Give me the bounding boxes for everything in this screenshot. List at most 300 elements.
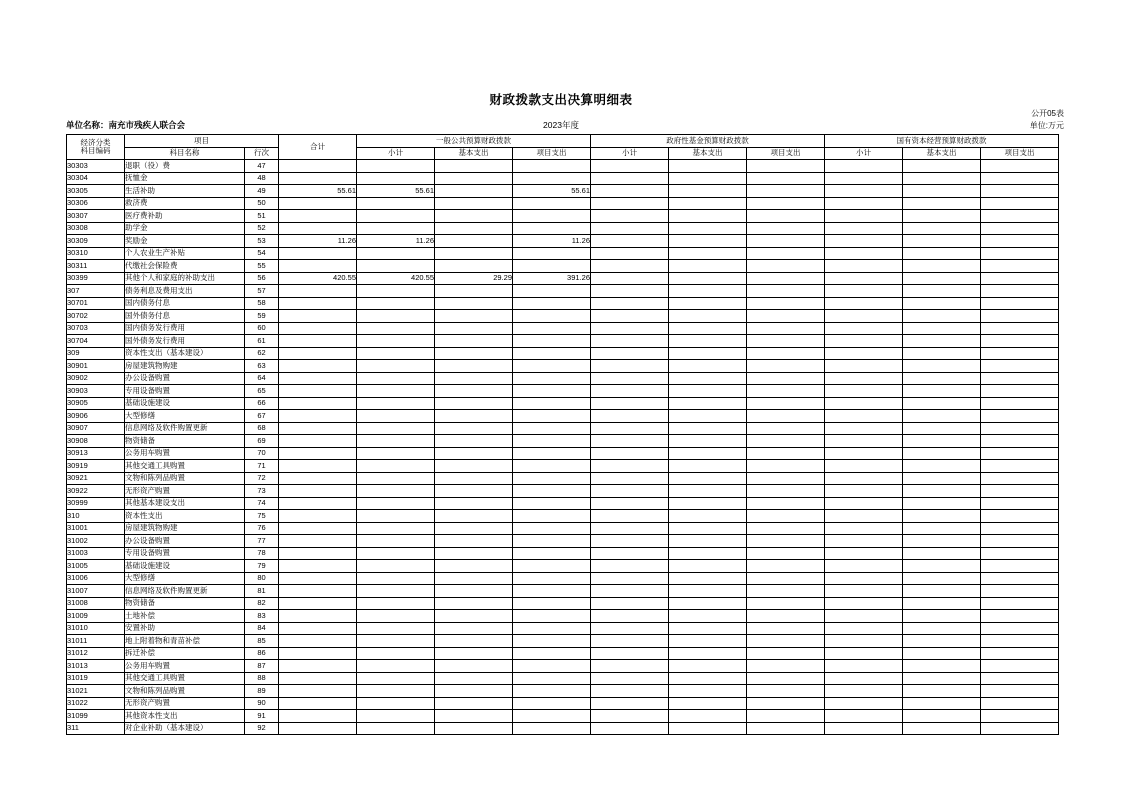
cell-fund-basic	[669, 360, 747, 373]
cell-general-subtotal	[357, 660, 435, 673]
cell-fund-project	[747, 447, 825, 460]
table-row	[67, 435, 1059, 448]
cell-general-basic	[435, 447, 513, 460]
cell-line: 67	[245, 410, 279, 423]
cell-fund-project	[747, 322, 825, 335]
cell-line: 48	[245, 172, 279, 185]
cell-line: 92	[245, 722, 279, 735]
cell-general-subtotal: 420.55	[357, 272, 435, 285]
cell-general-project	[513, 560, 591, 573]
cell-soe-subtotal	[825, 560, 903, 573]
cell-total	[279, 447, 357, 460]
cell-general-basic	[435, 522, 513, 535]
cell-soe-basic	[903, 485, 981, 498]
cell-soe-basic	[903, 597, 981, 610]
cell-general-subtotal	[357, 547, 435, 560]
cell-fund-subtotal	[591, 335, 669, 348]
cell-fund-basic	[669, 310, 747, 323]
cell-soe-project	[981, 685, 1059, 698]
cell-general-basic	[435, 422, 513, 435]
cell-soe-subtotal	[825, 272, 903, 285]
cell-soe-subtotal	[825, 285, 903, 298]
cell-general-basic	[435, 610, 513, 623]
cell-soe-subtotal	[825, 672, 903, 685]
cell-fund-subtotal	[591, 435, 669, 448]
cell-soe-project	[981, 497, 1059, 510]
table-row	[67, 210, 1059, 223]
cell-fund-basic	[669, 485, 747, 498]
cell-fund-project	[747, 560, 825, 573]
cell-soe-project	[981, 347, 1059, 360]
cell-general-basic	[435, 685, 513, 698]
cell-fund-subtotal	[591, 160, 669, 173]
cell-soe-subtotal	[825, 572, 903, 585]
cell-soe-basic	[903, 410, 981, 423]
cell-total	[279, 722, 357, 735]
cell-line: 64	[245, 372, 279, 385]
cell-fund-subtotal	[591, 622, 669, 635]
cell-code: 30903	[67, 385, 125, 398]
table-row	[67, 535, 1059, 548]
cell-fund-subtotal	[591, 422, 669, 435]
cell-total	[279, 222, 357, 235]
cell-general-basic	[435, 397, 513, 410]
cell-total	[279, 210, 357, 223]
cell-general-subtotal	[357, 560, 435, 573]
cell-soe-project	[981, 635, 1059, 648]
cell-line: 85	[245, 635, 279, 648]
cell-code: 31002	[67, 535, 125, 548]
cell-line: 66	[245, 397, 279, 410]
cell-total	[279, 535, 357, 548]
cell-name: 信息网络及软件购置更新	[125, 422, 245, 435]
cell-soe-project	[981, 622, 1059, 635]
cell-soe-basic	[903, 635, 981, 648]
cell-fund-project	[747, 585, 825, 598]
cell-general-subtotal	[357, 497, 435, 510]
cell-soe-basic	[903, 622, 981, 635]
cell-general-basic	[435, 385, 513, 398]
cell-fund-basic	[669, 722, 747, 735]
cell-code: 31099	[67, 710, 125, 723]
cell-fund-subtotal	[591, 635, 669, 648]
cell-soe-basic	[903, 372, 981, 385]
cell-general-basic	[435, 260, 513, 273]
cell-soe-project	[981, 522, 1059, 535]
cell-soe-subtotal	[825, 685, 903, 698]
cell-total	[279, 422, 357, 435]
cell-fund-subtotal	[591, 647, 669, 660]
table-row	[67, 610, 1059, 623]
cell-soe-basic	[903, 710, 981, 723]
cell-code: 31007	[67, 585, 125, 598]
cell-general-project	[513, 447, 591, 460]
table-header	[67, 135, 1059, 160]
cell-general-project	[513, 485, 591, 498]
cell-name: 物资储备	[125, 597, 245, 610]
cell-code: 30702	[67, 310, 125, 323]
cell-fund-basic	[669, 435, 747, 448]
cell-general-subtotal	[357, 360, 435, 373]
table-row	[67, 685, 1059, 698]
cell-soe-basic	[903, 447, 981, 460]
cell-soe-project	[981, 285, 1059, 298]
table-row	[67, 397, 1059, 410]
cell-general-basic	[435, 535, 513, 548]
cell-soe-project	[981, 460, 1059, 473]
cell-soe-basic	[903, 360, 981, 373]
cell-fund-basic	[669, 372, 747, 385]
cell-fund-basic	[669, 610, 747, 623]
cell-fund-basic	[669, 235, 747, 248]
cell-fund-project	[747, 610, 825, 623]
cell-name: 国外债务发行费用	[125, 335, 245, 348]
public-code-label: 公开05表	[1031, 109, 1064, 118]
cell-total	[279, 197, 357, 210]
cell-fund-basic	[669, 647, 747, 660]
cell-fund-basic	[669, 472, 747, 485]
cell-soe-project	[981, 472, 1059, 485]
cell-total	[279, 172, 357, 185]
cell-general-subtotal	[357, 697, 435, 710]
cell-name: 公务用车购置	[125, 660, 245, 673]
table-row	[67, 447, 1059, 460]
cell-soe-basic	[903, 660, 981, 673]
cell-general-project	[513, 522, 591, 535]
header-item: 项目	[125, 135, 279, 148]
cell-general-basic	[435, 172, 513, 185]
cell-total	[279, 310, 357, 323]
cell-general-subtotal	[357, 635, 435, 648]
table-row	[67, 260, 1059, 273]
cell-total	[279, 547, 357, 560]
cell-code: 30305	[67, 185, 125, 198]
cell-general-subtotal	[357, 685, 435, 698]
cell-name: 基础设施建设	[125, 397, 245, 410]
cell-fund-subtotal	[591, 535, 669, 548]
cell-soe-project	[981, 322, 1059, 335]
cell-general-subtotal	[357, 622, 435, 635]
cell-soe-basic	[903, 647, 981, 660]
cell-total	[279, 347, 357, 360]
cell-soe-project	[981, 260, 1059, 273]
cell-total	[279, 585, 357, 598]
cell-fund-project	[747, 547, 825, 560]
cell-fund-project	[747, 197, 825, 210]
cell-code: 30902	[67, 372, 125, 385]
cell-name: 其他个人和家庭的补助支出	[125, 272, 245, 285]
cell-general-project	[513, 585, 591, 598]
cell-code: 30306	[67, 197, 125, 210]
cell-fund-basic	[669, 197, 747, 210]
cell-name: 其他基本建设支出	[125, 497, 245, 510]
cell-name: 资本性支出	[125, 510, 245, 523]
cell-fund-subtotal	[591, 310, 669, 323]
cell-fund-basic	[669, 535, 747, 548]
cell-soe-subtotal	[825, 647, 903, 660]
cell-name: 个人农业生产补贴	[125, 247, 245, 260]
cell-line: 75	[245, 510, 279, 523]
cell-general-subtotal	[357, 285, 435, 298]
cell-general-project	[513, 297, 591, 310]
cell-fund-project	[747, 472, 825, 485]
cell-name: 物资储备	[125, 435, 245, 448]
cell-fund-basic	[669, 335, 747, 348]
cell-fund-project	[747, 635, 825, 648]
cell-name: 其他资本性支出	[125, 710, 245, 723]
cell-fund-subtotal	[591, 285, 669, 298]
cell-fund-basic	[669, 297, 747, 310]
cell-line: 59	[245, 310, 279, 323]
cell-code: 30704	[67, 335, 125, 348]
table-row	[67, 647, 1059, 660]
cell-general-project	[513, 597, 591, 610]
table-row	[67, 597, 1059, 610]
cell-line: 88	[245, 672, 279, 685]
cell-soe-subtotal	[825, 210, 903, 223]
table-row	[67, 322, 1059, 335]
cell-general-basic	[435, 197, 513, 210]
cell-fund-subtotal	[591, 472, 669, 485]
table-row	[67, 222, 1059, 235]
cell-name: 无形资产购置	[125, 697, 245, 710]
cell-total	[279, 247, 357, 260]
cell-name: 国内债务发行费用	[125, 322, 245, 335]
cell-name: 国外债务付息	[125, 310, 245, 323]
cell-soe-subtotal	[825, 472, 903, 485]
cell-code: 309	[67, 347, 125, 360]
table-row	[67, 360, 1059, 373]
header-code-line1: 经济分类	[80, 137, 111, 147]
cell-fund-subtotal	[591, 560, 669, 573]
table-row	[67, 235, 1059, 248]
cell-general-project	[513, 322, 591, 335]
cell-code: 30307	[67, 210, 125, 223]
cell-general-basic: 29.29	[435, 272, 513, 285]
cell-soe-subtotal	[825, 422, 903, 435]
table-row	[67, 622, 1059, 635]
cell-soe-subtotal	[825, 410, 903, 423]
cell-name: 无形资产购置	[125, 485, 245, 498]
cell-fund-basic	[669, 560, 747, 573]
cell-general-basic	[435, 710, 513, 723]
cell-line: 70	[245, 447, 279, 460]
cell-soe-project	[981, 247, 1059, 260]
table-row	[67, 485, 1059, 498]
cell-soe-basic	[903, 310, 981, 323]
cell-soe-project	[981, 172, 1059, 185]
cell-general-subtotal	[357, 647, 435, 660]
cell-fund-project	[747, 385, 825, 398]
cell-general-project	[513, 535, 591, 548]
cell-soe-project	[981, 560, 1059, 573]
cell-general-subtotal	[357, 297, 435, 310]
cell-general-subtotal	[357, 222, 435, 235]
cell-fund-subtotal	[591, 572, 669, 585]
cell-line: 50	[245, 197, 279, 210]
cell-general-project: 391.26	[513, 272, 591, 285]
cell-name: 公务用车购置	[125, 447, 245, 460]
cell-general-subtotal	[357, 372, 435, 385]
cell-general-subtotal	[357, 722, 435, 735]
cell-total	[279, 372, 357, 385]
cell-soe-subtotal	[825, 160, 903, 173]
cell-total	[279, 410, 357, 423]
cell-general-basic	[435, 310, 513, 323]
cell-general-project	[513, 310, 591, 323]
cell-total	[279, 460, 357, 473]
cell-general-subtotal	[357, 160, 435, 173]
cell-general-subtotal	[357, 210, 435, 223]
cell-fund-basic	[669, 447, 747, 460]
cell-soe-basic	[903, 610, 981, 623]
cell-soe-subtotal	[825, 597, 903, 610]
cell-soe-project	[981, 360, 1059, 373]
cell-soe-project	[981, 310, 1059, 323]
cell-line: 77	[245, 535, 279, 548]
cell-general-project	[513, 172, 591, 185]
cell-line: 71	[245, 460, 279, 473]
cell-code: 30905	[67, 397, 125, 410]
cell-fund-subtotal	[591, 185, 669, 198]
cell-general-subtotal	[357, 172, 435, 185]
cell-general-project	[513, 260, 591, 273]
cell-fund-project	[747, 597, 825, 610]
cell-fund-subtotal	[591, 547, 669, 560]
cell-general-subtotal	[357, 672, 435, 685]
cell-total	[279, 360, 357, 373]
cell-line: 51	[245, 210, 279, 223]
cell-line: 73	[245, 485, 279, 498]
cell-line: 74	[245, 497, 279, 510]
cell-total	[279, 522, 357, 535]
cell-soe-basic	[903, 347, 981, 360]
cell-soe-subtotal	[825, 360, 903, 373]
cell-general-project	[513, 435, 591, 448]
cell-soe-basic	[903, 210, 981, 223]
cell-line: 49	[245, 185, 279, 198]
cell-total	[279, 685, 357, 698]
cell-line: 53	[245, 235, 279, 248]
cell-soe-subtotal	[825, 697, 903, 710]
cell-soe-project	[981, 160, 1059, 173]
table-row	[67, 247, 1059, 260]
cell-soe-project	[981, 385, 1059, 398]
cell-soe-subtotal	[825, 485, 903, 498]
cell-soe-project	[981, 535, 1059, 548]
cell-code: 31010	[67, 622, 125, 635]
cell-general-subtotal	[357, 435, 435, 448]
cell-general-project	[513, 335, 591, 348]
cell-total	[279, 572, 357, 585]
cell-fund-basic	[669, 322, 747, 335]
table-row	[67, 372, 1059, 385]
cell-fund-subtotal	[591, 697, 669, 710]
cell-soe-project	[981, 722, 1059, 735]
table-row	[67, 172, 1059, 185]
year-label: 2023年度	[543, 120, 579, 130]
cell-soe-basic	[903, 672, 981, 685]
cell-code: 30907	[67, 422, 125, 435]
cell-fund-basic	[669, 347, 747, 360]
cell-code: 31009	[67, 610, 125, 623]
cell-name: 房屋建筑物购建	[125, 522, 245, 535]
cell-line: 55	[245, 260, 279, 273]
cell-fund-subtotal	[591, 260, 669, 273]
page-title: 财政拨款支出决算明细表	[489, 93, 633, 107]
cell-soe-basic	[903, 222, 981, 235]
cell-line: 52	[245, 222, 279, 235]
cell-general-basic	[435, 235, 513, 248]
cell-soe-project	[981, 210, 1059, 223]
cell-name: 大型修缮	[125, 410, 245, 423]
cell-general-project	[513, 247, 591, 260]
cell-general-basic	[435, 547, 513, 560]
cell-fund-subtotal	[591, 385, 669, 398]
cell-general-basic	[435, 572, 513, 585]
cell-fund-project	[747, 272, 825, 285]
cell-total	[279, 710, 357, 723]
cell-line: 68	[245, 422, 279, 435]
cell-line: 57	[245, 285, 279, 298]
cell-general-basic	[435, 247, 513, 260]
cell-soe-subtotal	[825, 185, 903, 198]
cell-fund-subtotal	[591, 235, 669, 248]
cell-soe-subtotal	[825, 435, 903, 448]
cell-total: 55.61	[279, 185, 357, 198]
unit-name-label: 单位名称：南充市残疾人联合会	[66, 120, 186, 130]
cell-code: 31008	[67, 597, 125, 610]
cell-soe-subtotal	[825, 322, 903, 335]
cell-fund-project	[747, 522, 825, 535]
cell-general-subtotal	[357, 472, 435, 485]
cell-soe-subtotal	[825, 447, 903, 460]
cell-line: 89	[245, 685, 279, 698]
table-row	[67, 572, 1059, 585]
cell-soe-project	[981, 185, 1059, 198]
cell-name: 抚恤金	[125, 172, 245, 185]
cell-fund-project	[747, 285, 825, 298]
cell-total	[279, 385, 357, 398]
table-row	[67, 547, 1059, 560]
cell-general-project	[513, 285, 591, 298]
cell-soe-project	[981, 610, 1059, 623]
cell-soe-basic	[903, 322, 981, 335]
cell-fund-subtotal	[591, 497, 669, 510]
table-row	[67, 672, 1059, 685]
cell-general-project	[513, 347, 591, 360]
cell-fund-project	[747, 510, 825, 523]
cell-general-basic	[435, 560, 513, 573]
cell-fund-project	[747, 460, 825, 473]
cell-soe-project	[981, 672, 1059, 685]
cell-fund-basic	[669, 422, 747, 435]
cell-name: 房屋建筑物购建	[125, 360, 245, 373]
cell-fund-project	[747, 497, 825, 510]
cell-code: 31021	[67, 685, 125, 698]
cell-soe-project	[981, 410, 1059, 423]
cell-soe-subtotal	[825, 622, 903, 635]
cell-general-basic	[435, 372, 513, 385]
cell-fund-basic	[669, 697, 747, 710]
cell-fund-subtotal	[591, 610, 669, 623]
cell-general-project	[513, 572, 591, 585]
cell-line: 91	[245, 710, 279, 723]
cell-fund-project	[747, 210, 825, 223]
cell-soe-basic	[903, 460, 981, 473]
cell-general-subtotal: 55.61	[357, 185, 435, 198]
cell-soe-subtotal	[825, 247, 903, 260]
